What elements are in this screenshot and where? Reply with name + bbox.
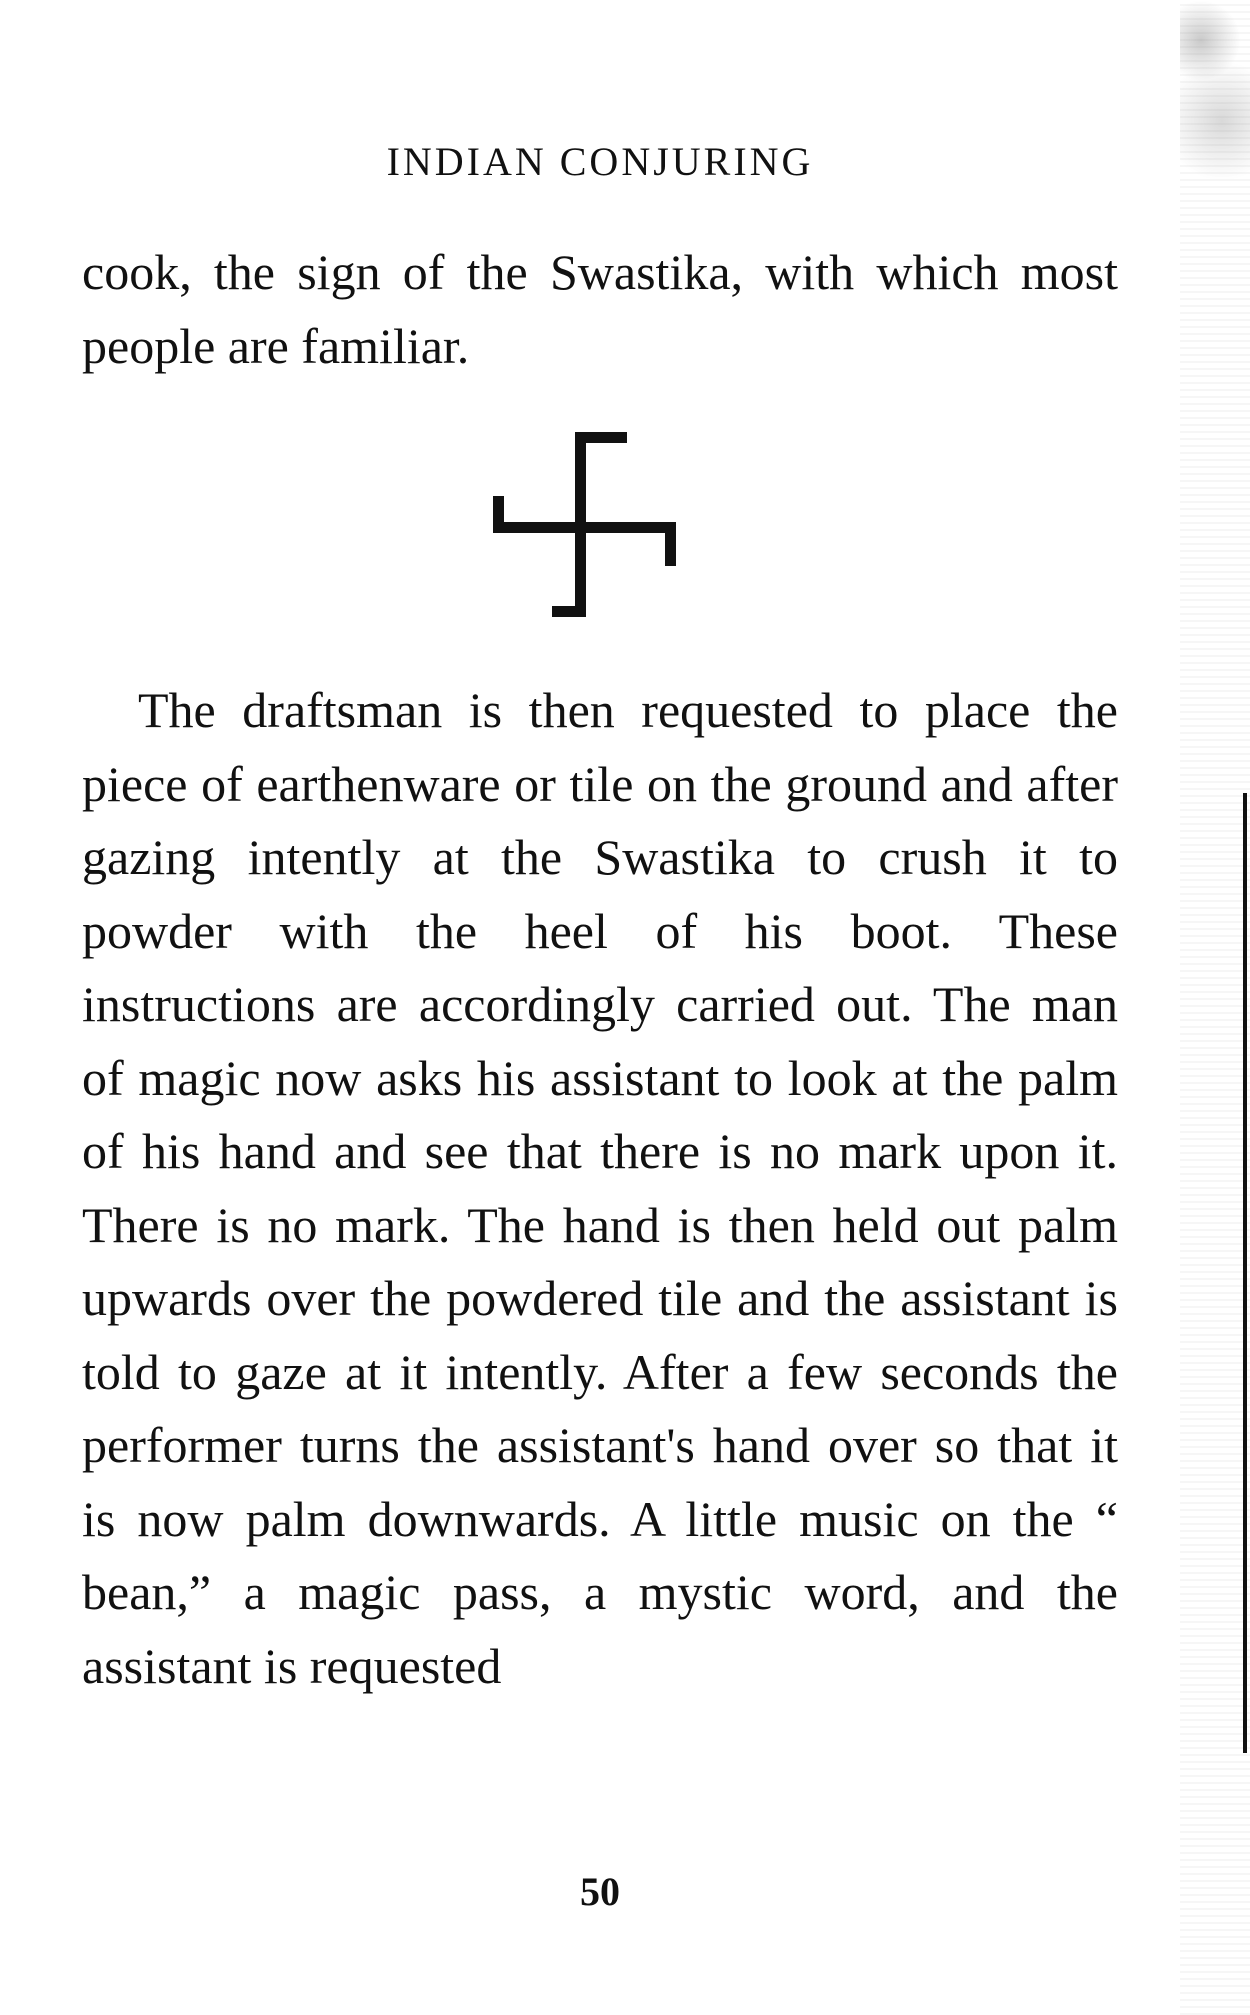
scan-edge-bar bbox=[1243, 793, 1247, 1753]
paragraph-2: The draftsman is then requested to place the piece of earthenware or tile on the ground and after gazing intently at the Swastika to crush it to powder with the heel of his boot. These instructions are accordingly carried out. The man of magic now asks his assistant to look at the palm of his hand and see that there is no mark upon it. There is no mark. The hand is then held out palm upwards over the powdered tile and the assistant is told to gaze at it intently. After a few seconds the performer turns the assistant's hand over so that it is now palm downwards. A little music on the “ bean,” a magic pass, a mystic word, and the assistant is requested bbox=[82, 682, 1118, 1694]
running-header: INDIAN CONJURING bbox=[386, 139, 814, 184]
scan-edge-noise bbox=[1180, 0, 1250, 2015]
swastika-figure-icon bbox=[490, 432, 685, 622]
page-number: 50 bbox=[580, 1869, 620, 1914]
paragraph-1: cook, the sign of the Swastika, with which most people are familiar. bbox=[82, 244, 1118, 374]
